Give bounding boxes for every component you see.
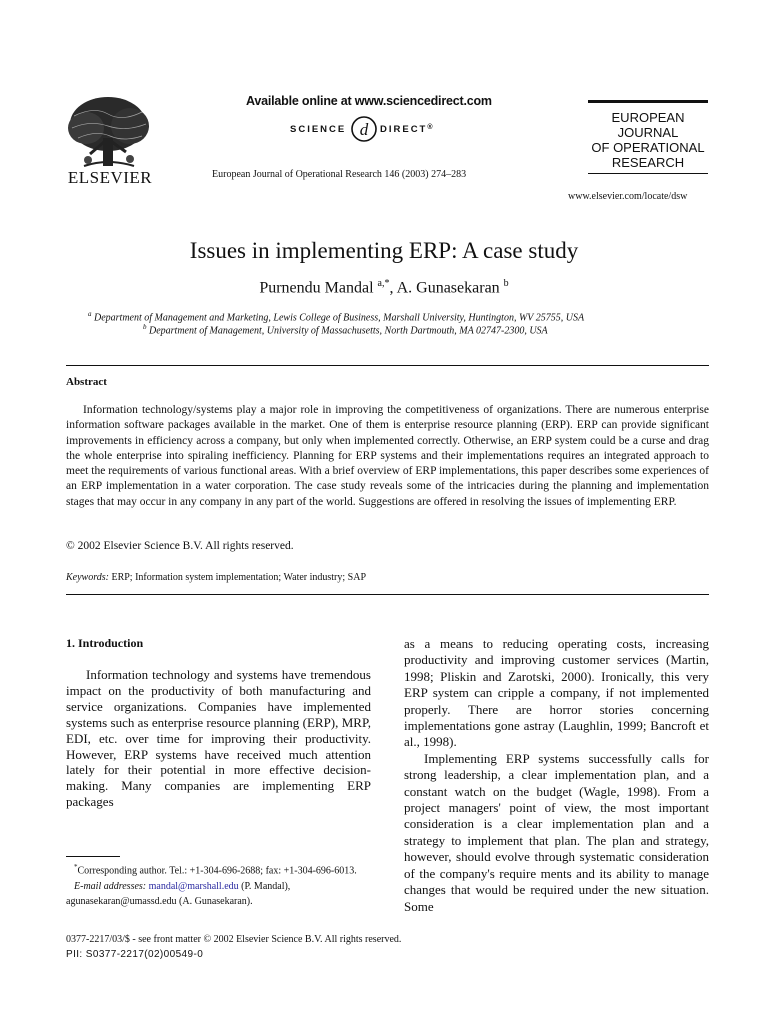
author-name: A. Gunasekaran (396, 279, 500, 297)
journal-name-line: RESEARCH (611, 155, 685, 170)
footnote-mark: * (74, 863, 78, 871)
section-divider (66, 594, 709, 595)
keywords-line (66, 572, 366, 583)
affiliation-b (143, 323, 548, 336)
journal-name-line: EUROPEAN (611, 110, 685, 125)
footnote (66, 860, 371, 910)
email-rest: (P. Mandal), agunasekaran@umassd.edu (A. Gunasekaran). (66, 880, 291, 908)
right-column (404, 636, 709, 915)
footer-pii-line: PII: S0377-2217(02)00549-0 (66, 949, 204, 960)
affiliation-text: Department of Management, University of Massachusetts, North Dartmouth, MA 02747-2300, USA (149, 325, 548, 337)
journal-name-line: JOURNAL (617, 125, 679, 140)
footnote-rule (66, 856, 120, 857)
journal-citation: European Journal of Operational Research 146 (2003) 274–283 (212, 169, 467, 180)
abstract-copyright: © 2002 Elsevier Science B.V. All rights reserved. (66, 540, 294, 552)
author-affiliation-mark: b (503, 278, 509, 289)
left-column-paragraph: Information technology and systems have tremendous impact on the productivity of both manufacturing and service organizations. Companies have implemented systems such as enterprise resource planning (ERP), MRP, EDI, etc. over time for improving their productivity. However, ERP systems have received much attention lately for their potential in more effective decision-making. Many companies are implementing ERP packages (66, 667, 371, 810)
publisher-name: ELSEVIER (67, 168, 153, 187)
affiliation-mark: a (88, 310, 92, 318)
affiliation-a (88, 310, 584, 323)
author-affiliation-mark: a,* (377, 278, 390, 289)
available-online-text: Available online at www.sciencedirect.com (246, 94, 492, 108)
keywords-list: ERP; Information system implementation; Water industry; SAP (111, 572, 367, 583)
email-addresses-note (66, 879, 371, 910)
journal-name-box (588, 110, 708, 170)
footer-issn-line: 0377-2217/03/$ - see front matter © 2002 Elsevier Science B.V. All rights reserved. (66, 934, 402, 945)
author-line (0, 278, 768, 297)
footnote-text: Corresponding author. Tel.: +1-304-696-2688; fax: +1-304-696-6013. (77, 865, 357, 877)
svg-text:d: d (359, 120, 369, 139)
journal-url[interactable]: www.elsevier.com/locate/dsw (568, 191, 688, 202)
section-heading-introduction: 1. Introduction (66, 636, 144, 650)
right-column-paragraph: as a means to reducing operating costs, increasing productivity and improving customer services (Martin, 1998; Pliskin and Zarotski, 2000). Ironically, this very ERP system can cripple a company, if not implemented properly. There are horror stories concerning implementations gone astray (Laughlin, 1999; Bancroft et al., 1998). (404, 636, 709, 750)
sciencedirect-at-icon (349, 113, 379, 143)
abstract-heading: Abstract (66, 376, 107, 388)
corresponding-author-note (66, 860, 371, 879)
sciencedirect-left-text: SCIENCE (290, 124, 347, 135)
journal-box-bottom-rule (588, 173, 708, 174)
abstract-text: Information technology/systems play a major role in improving the competitiveness of organizations. There are numerous enterprise information software packages available in the market. One of them is enterprise resource planning (ERP). ERP can provide significant improvements in efficiency across a company, but only when implemented correctly. Otherwise, an ERP system could be a curse and drag the whole enterprise into spiraling inefficiency. Planning for ERP systems and their implementations requires an integrated approach to meet the requirements of various functional areas. With a brief overview of ERP implementations, this paper describes some experiences of an ERP implementation in a water corporation. The case study reveals some of the intricacies during the planning and implementation stages that may occur in any company in any part of the world. Suggestions are offered in resolving the issues of implementing ERP. (66, 404, 709, 508)
journal-box-top-rule (588, 100, 708, 103)
sciencedirect-right-text: DIRECT® (380, 124, 433, 135)
email-label: E-mail addresses: (74, 880, 147, 892)
affiliation-mark: b (143, 323, 147, 331)
author-name: Purnendu Mandal (259, 279, 374, 297)
affiliation-text: Department of Management and Marketing, Lewis College of Business, Marshall University, Huntington, WV 25755, USA (94, 312, 585, 324)
email-link[interactable]: mandal@marshall.edu (148, 880, 239, 892)
author-separator: , (389, 279, 397, 297)
right-column-paragraph: Implementing ERP systems successfully calls for strong leadership, a clear implementation plan, and a constant watch on the budget (Wagle, 1998). From a project managers' point of view, the most important consideration is a clear implementation plan and a strategy to implement that plan. The plan and strategy, however, should evolve through systematic consideration of the company's require ments and its ability to manage changes that would be required under the new situation. Some (404, 750, 709, 914)
section-divider (66, 365, 709, 366)
registered-mark: ® (427, 124, 433, 131)
article-title: Issues in implementing ERP: A case study (189, 238, 579, 263)
journal-name-line: OF OPERATIONAL (591, 140, 705, 155)
keywords-label: Keywords: (66, 572, 109, 583)
